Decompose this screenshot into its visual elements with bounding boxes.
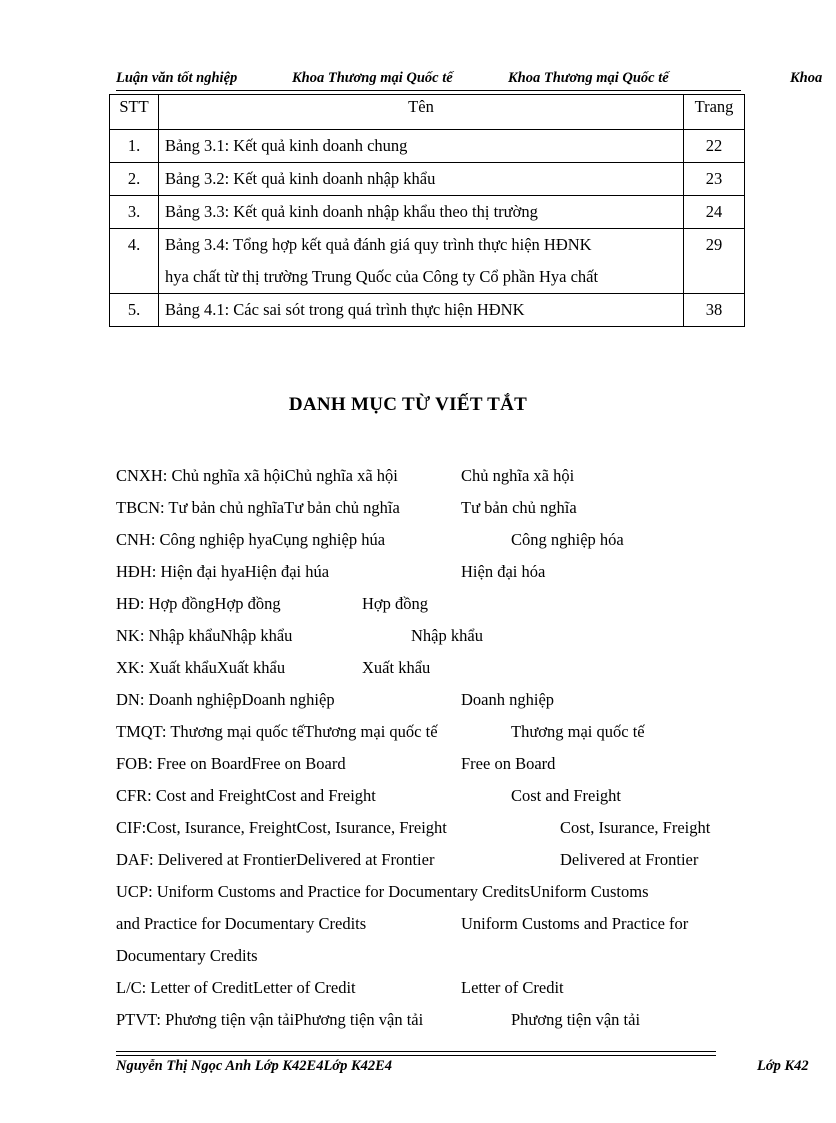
table-row (110, 130, 745, 163)
row-stt: 1. (110, 130, 159, 163)
row-name: Bảng 3.1: Kết quả kinh doanh chung (159, 130, 684, 163)
row-stt: 2. (110, 163, 159, 196)
abbreviation-term: CFR: Cost and FreightCost and Freight (116, 786, 376, 805)
row-page: 23 (684, 163, 745, 196)
abbreviation-term: UCP: Uniform Customs and Practice for Documentary CreditsUniform Customs (116, 882, 649, 901)
abbreviation-term: L/C: Letter of CreditLetter of Credit (116, 978, 356, 997)
header-faculty-label: Khoa Thương mại Quốc tế (292, 70, 453, 86)
header-thesis-label: Luận văn tốt nghiệp (116, 70, 238, 86)
abbreviation-term: and Practice for Documentary Credits (116, 914, 367, 933)
table-row (110, 196, 745, 229)
row-page: 38 (684, 294, 745, 327)
page-header (116, 68, 836, 88)
table-row (110, 294, 745, 327)
abbreviation-line (116, 1004, 756, 1036)
row-name-line2: hya chất từ thị trường Trung Quốc của Công ty Cổ phần Hya chất (165, 267, 599, 286)
col-page-header: Trang (684, 95, 745, 130)
abbreviation-line (116, 940, 756, 972)
abbreviation-line (116, 972, 756, 1004)
abbreviation-term: DN: Doanh nghiệpDoanh nghiệp (116, 690, 335, 709)
abbreviation-line (116, 556, 756, 588)
abbreviation-line (116, 812, 756, 844)
row-name: Bảng 3.3: Kết quả kinh doanh nhập khẩu theo thị trường (159, 196, 684, 229)
abbreviation-line (116, 492, 756, 524)
abbreviation-meaning: Uniform Customs and Practice for (461, 914, 689, 933)
abbreviation-term: TBCN: Tư bản chủ nghĩaTư bản chủ nghĩa (116, 498, 400, 517)
row-stt: 5. (110, 294, 159, 327)
abbreviation-meaning: Hiện đại hóa (461, 562, 546, 581)
abbreviation-line (116, 620, 756, 652)
table-list (109, 94, 745, 327)
table-header-row (110, 95, 745, 130)
abbreviation-meaning: Nhập khẩu (411, 626, 483, 645)
footer-author: Nguyễn Thị Ngọc Anh Lớp K42E4Lớp K42E4 (116, 1058, 393, 1074)
abbreviations-title: DANH MỤC TỪ VIẾT TẮT (288, 394, 528, 415)
header-faculty-label-cut: Khoa (790, 70, 823, 86)
abbreviation-line (116, 908, 756, 940)
abbreviation-meaning: Tư bản chủ nghĩa (461, 498, 577, 517)
abbreviation-line (116, 716, 756, 748)
abbreviation-line (116, 748, 756, 780)
abbreviation-list (116, 460, 756, 1036)
abbreviation-meaning: Letter of Credit (461, 978, 564, 997)
abbreviation-term: CNXH: Chủ nghĩa xã hộiChủ nghĩa xã hội (116, 466, 398, 485)
footer-rule-double (116, 1055, 716, 1056)
row-name: Bảng 4.1: Các sai sót trong quá trình thực hiện HĐNK (159, 294, 684, 327)
abbreviation-meaning: Cost and Freight (511, 786, 621, 805)
table-row (110, 229, 745, 294)
abbreviation-term: TMQT: Thương mại quốc tếThương mại quốc tế (116, 722, 438, 741)
abbreviation-term: DAF: Delivered at FrontierDelivered at Frontier (116, 850, 435, 869)
row-name: Bảng 3.2: Kết quả kinh doanh nhập khẩu (159, 163, 684, 196)
abbreviation-meaning: Free on Board (461, 754, 556, 773)
row-page: 22 (684, 130, 745, 163)
abbreviation-meaning: Thương mại quốc tế (511, 722, 645, 741)
abbreviation-line (116, 652, 756, 684)
abbreviation-meaning: Xuất khẩu (362, 658, 431, 677)
abbreviation-meaning: Phương tiện vận tải (511, 1010, 641, 1029)
abbreviation-meaning: Chủ nghĩa xã hội (461, 466, 575, 485)
abbreviation-line (116, 588, 756, 620)
col-stt-header: STT (110, 95, 159, 130)
header-faculty-label-repeat: Khoa Thương mại Quốc tế (508, 70, 669, 86)
abbreviation-term: NK: Nhập khẩuNhập khẩu (116, 626, 293, 645)
row-page: 24 (684, 196, 745, 229)
footer-class: Lớp K42 (757, 1058, 809, 1074)
abbreviation-term: Documentary Credits (116, 946, 258, 965)
row-stt: 4. (110, 229, 159, 294)
row-name (159, 229, 684, 294)
abbreviation-line (116, 524, 756, 556)
abbreviation-term: HĐH: Hiện đại hyaHiện đại húa (116, 562, 330, 581)
abbreviation-line (116, 684, 756, 716)
abbreviation-meaning: Cost, Isurance, Freight (560, 818, 711, 837)
abbreviation-meaning: Doanh nghiệp (461, 690, 555, 709)
abbreviation-line (116, 844, 756, 876)
abbreviation-line (116, 876, 756, 908)
abbreviation-meaning: Hợp đồng (362, 594, 429, 613)
abbreviation-line (116, 780, 756, 812)
abbreviation-term: CNH: Công nghiệp hyaCụng nghiệp húa (116, 530, 386, 549)
abbreviation-line (116, 460, 756, 492)
abbreviation-term: FOB: Free on BoardFree on Board (116, 754, 346, 773)
abbreviation-term: XK: Xuất khẩuXuất khẩu (116, 658, 286, 677)
col-name-header: Tên (159, 95, 684, 130)
abbreviation-meaning: Công nghiệp hóa (511, 530, 624, 549)
row-name-line1: Bảng 3.4: Tổng hợp kết quả đánh giá quy trình thực hiện HĐNK (165, 235, 592, 254)
row-stt: 3. (110, 196, 159, 229)
page-footer (116, 1058, 836, 1078)
footer-rule (116, 1051, 716, 1052)
row-page: 29 (684, 229, 745, 294)
abbreviation-term: PTVT: Phương tiện vận tảiPhương tiện vận tải (116, 1010, 424, 1029)
table-row (110, 163, 745, 196)
abbreviation-term: CIF:Cost, Isurance, FreightCost, Isurance, Freight (116, 818, 447, 837)
abbreviation-term: HĐ: Hợp đồngHợp đồng (116, 594, 281, 613)
header-rule (116, 90, 741, 91)
abbreviation-meaning: Delivered at Frontier (560, 850, 699, 869)
